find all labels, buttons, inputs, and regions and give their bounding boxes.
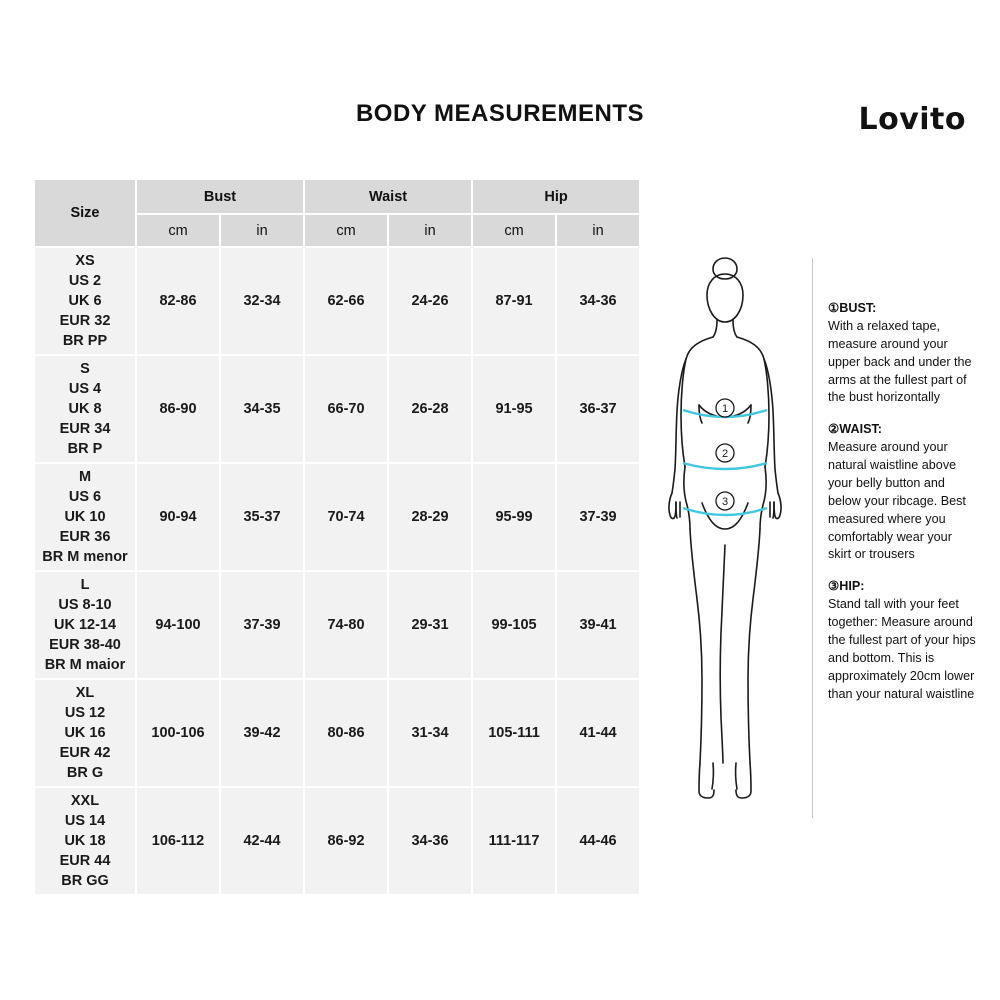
header-waist-cm: cm bbox=[304, 214, 388, 247]
measurement-instructions bbox=[828, 300, 978, 717]
header-bust-in: in bbox=[220, 214, 304, 247]
hip-in: 44-46 bbox=[556, 787, 640, 895]
bust-cm: 106-112 bbox=[136, 787, 220, 895]
header-hip-in: in bbox=[556, 214, 640, 247]
waist-cm: 70-74 bbox=[304, 463, 388, 571]
waist-in: 26-28 bbox=[388, 355, 472, 463]
note-hip-heading: ③HIP: bbox=[828, 579, 865, 594]
size-label: S US 4 UK 8 EUR 34 BR P bbox=[34, 355, 136, 463]
bust-cm: 90-94 bbox=[136, 463, 220, 571]
bust-in: 35-37 bbox=[220, 463, 304, 571]
waist-cm: 62-66 bbox=[304, 247, 388, 355]
size-label: XS US 2 UK 6 EUR 32 BR PP bbox=[34, 247, 136, 355]
header-hip: Hip bbox=[472, 179, 640, 214]
waist-cm: 66-70 bbox=[304, 355, 388, 463]
bust-in: 37-39 bbox=[220, 571, 304, 679]
waist-in: 28-29 bbox=[388, 463, 472, 571]
hip-cm: 91-95 bbox=[472, 355, 556, 463]
waist-cm: 74-80 bbox=[304, 571, 388, 679]
hip-cm: 111-117 bbox=[472, 787, 556, 895]
bust-in: 34-35 bbox=[220, 355, 304, 463]
waist-cm: 80-86 bbox=[304, 679, 388, 787]
bust-cm: 86-90 bbox=[136, 355, 220, 463]
bust-cm: 94-100 bbox=[136, 571, 220, 679]
svg-text:3: 3 bbox=[721, 496, 729, 508]
header-hip-cm: cm bbox=[472, 214, 556, 247]
size-label: XL US 12 UK 16 EUR 42 BR G bbox=[34, 679, 136, 787]
table-row bbox=[34, 355, 640, 463]
svg-text:2: 2 bbox=[721, 448, 729, 460]
table-row bbox=[34, 679, 640, 787]
size-label: XXL US 14 UK 18 EUR 44 BR GG bbox=[34, 787, 136, 895]
vertical-divider bbox=[812, 258, 813, 818]
note-hip bbox=[828, 578, 978, 703]
note-waist-body: Measure around your natural waistline above your belly button and below your ribcage. Best measured where you comfortably wear your skirt or trousers bbox=[828, 440, 966, 562]
hip-cm: 105-111 bbox=[472, 679, 556, 787]
waist-in: 24-26 bbox=[388, 247, 472, 355]
size-label: M US 6 UK 10 EUR 36 BR M menor bbox=[34, 463, 136, 571]
table-row bbox=[34, 571, 640, 679]
bust-cm: 82-86 bbox=[136, 247, 220, 355]
table-row bbox=[34, 787, 640, 895]
page-title: BODY MEASUREMENTS bbox=[355, 100, 645, 127]
svg-text:1: 1 bbox=[721, 403, 729, 415]
note-bust bbox=[828, 300, 978, 407]
note-hip-body: Stand tall with your feet together: Measure around the fullest part of your hips and bottom. This is approximately 20cm lower than your natural waistline bbox=[828, 597, 976, 701]
header-waist-in: in bbox=[388, 214, 472, 247]
waist-cm: 86-92 bbox=[304, 787, 388, 895]
hip-in: 41-44 bbox=[556, 679, 640, 787]
waist-in: 34-36 bbox=[388, 787, 472, 895]
brand-logo: Lovito bbox=[858, 102, 966, 137]
hip-in: 37-39 bbox=[556, 463, 640, 571]
hip-in: 36-37 bbox=[556, 355, 640, 463]
table-row bbox=[34, 247, 640, 355]
size-measurements-table bbox=[33, 178, 641, 896]
header-size: Size bbox=[34, 179, 136, 247]
header-bust-cm: cm bbox=[136, 214, 220, 247]
hip-in: 39-41 bbox=[556, 571, 640, 679]
hip-cm: 95-99 bbox=[472, 463, 556, 571]
header-bust: Bust bbox=[136, 179, 304, 214]
table-row bbox=[34, 463, 640, 571]
body-figure-illustration bbox=[650, 250, 800, 820]
hip-in: 34-36 bbox=[556, 247, 640, 355]
hip-cm: 87-91 bbox=[472, 247, 556, 355]
waist-in: 31-34 bbox=[388, 679, 472, 787]
note-waist-heading: ②WAIST: bbox=[828, 422, 882, 437]
size-label: L US 8-10 UK 12-14 EUR 38-40 BR M maior bbox=[34, 571, 136, 679]
bust-in: 39-42 bbox=[220, 679, 304, 787]
header-waist: Waist bbox=[304, 179, 472, 214]
bust-in: 42-44 bbox=[220, 787, 304, 895]
note-bust-heading: ①BUST: bbox=[828, 301, 877, 315]
bust-cm: 100-106 bbox=[136, 679, 220, 787]
note-waist bbox=[828, 421, 978, 564]
hip-cm: 99-105 bbox=[472, 571, 556, 679]
table-group-header-row bbox=[34, 179, 640, 214]
waist-in: 29-31 bbox=[388, 571, 472, 679]
note-bust-body: With a relaxed tape, measure around your upper back and under the arms at the fullest part of the bust horizontally bbox=[828, 318, 972, 405]
bust-in: 32-34 bbox=[220, 247, 304, 355]
